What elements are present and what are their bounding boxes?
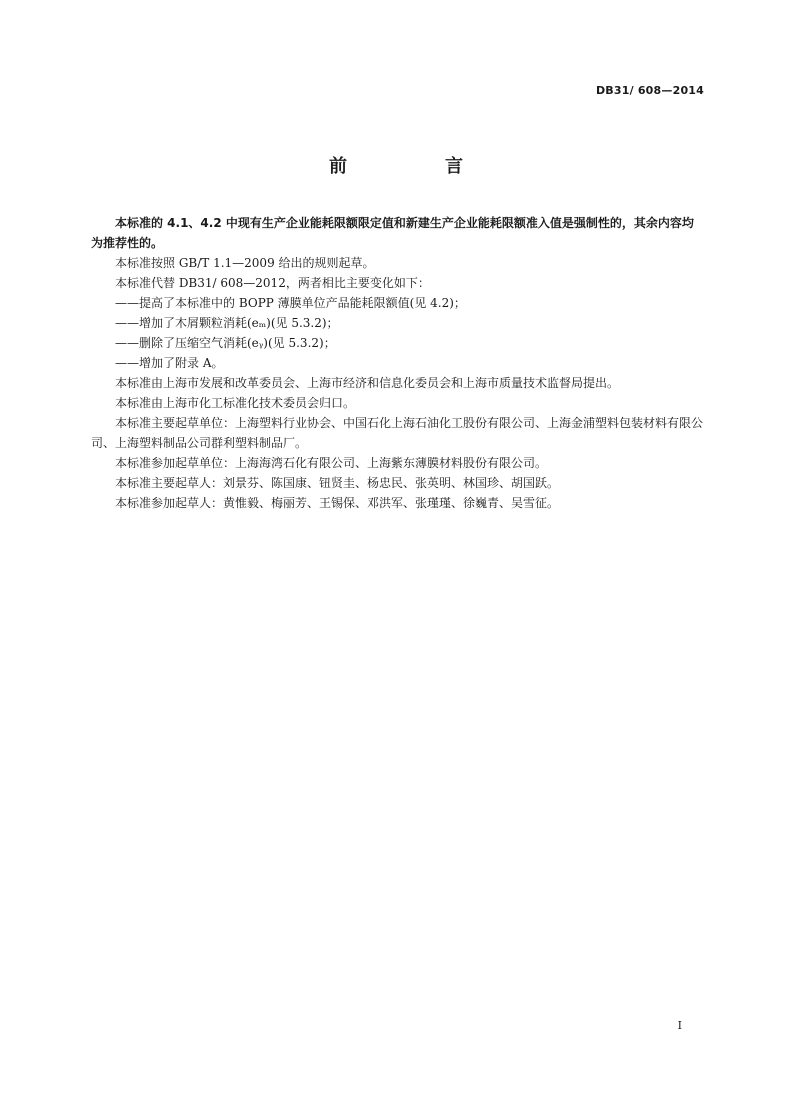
paragraph-participating-drafters: 本标准参加起草人：黄惟毅、梅丽芳、王锡保、邓洪军、张瑾瑾、徐巍青、吴雪征。 [115, 496, 560, 510]
list-item: ——提高了本标准中的 BOPP 薄膜单位产品能耗限额值(见 4.2)； [115, 296, 466, 310]
paragraph-under-jurisdiction: 本标准由上海市化工标准化技术委员会归口。 [115, 396, 356, 410]
paragraph-replaces: 本标准代替 DB31/ 608—2012，两者相比主要变化如下： [115, 276, 430, 290]
paragraph-main-drafters: 本标准主要起草人：刘景芬、陈国康、钮贤圭、杨忠民、张英明、林国珍、胡国跃。 [115, 476, 560, 490]
paragraph-drafting-rules: 本标准按照 GB/T 1.1—2009 给出的规则起草。 [115, 256, 375, 270]
paragraph-main-drafting-units: 本标准主要起草单位：上海塑料行业协会、中国石化上海石油化工股份有限公司、上海金浦塑料包装材料有限公司、上海塑料制品公司群利塑料制品厂。 [91, 416, 704, 450]
list-item: ——增加了木屑颗粒消耗(eₘ)(见 5.3.2)； [115, 316, 339, 330]
list-item: ——删除了压缩空气消耗(eᵧ)(见 5.3.2)； [115, 336, 336, 350]
document-code: DB31/ 608—2014 [595, 84, 704, 97]
paragraph-participating-units: 本标准参加起草单位：上海海湾石化有限公司、上海紫东薄膜材料股份有限公司。 [115, 456, 548, 470]
list-item: ——增加了附录 A。 [115, 356, 224, 370]
foreword-body [91, 213, 703, 513]
paragraph-mandatory-clause: 本标准的 4.1、4.2 中现有生产企业能耗限额限定值和新建生产企业能耗限额准入值是强制性的，其余内容均为推荐性的。 [91, 216, 694, 250]
page-title: 前 言 [329, 156, 503, 177]
paragraph-proposed-by: 本标准由上海市发展和改革委员会、上海市经济和信息化委员会和上海市质量技术监督局提出。 [115, 376, 620, 390]
page-number: I [677, 1019, 682, 1032]
